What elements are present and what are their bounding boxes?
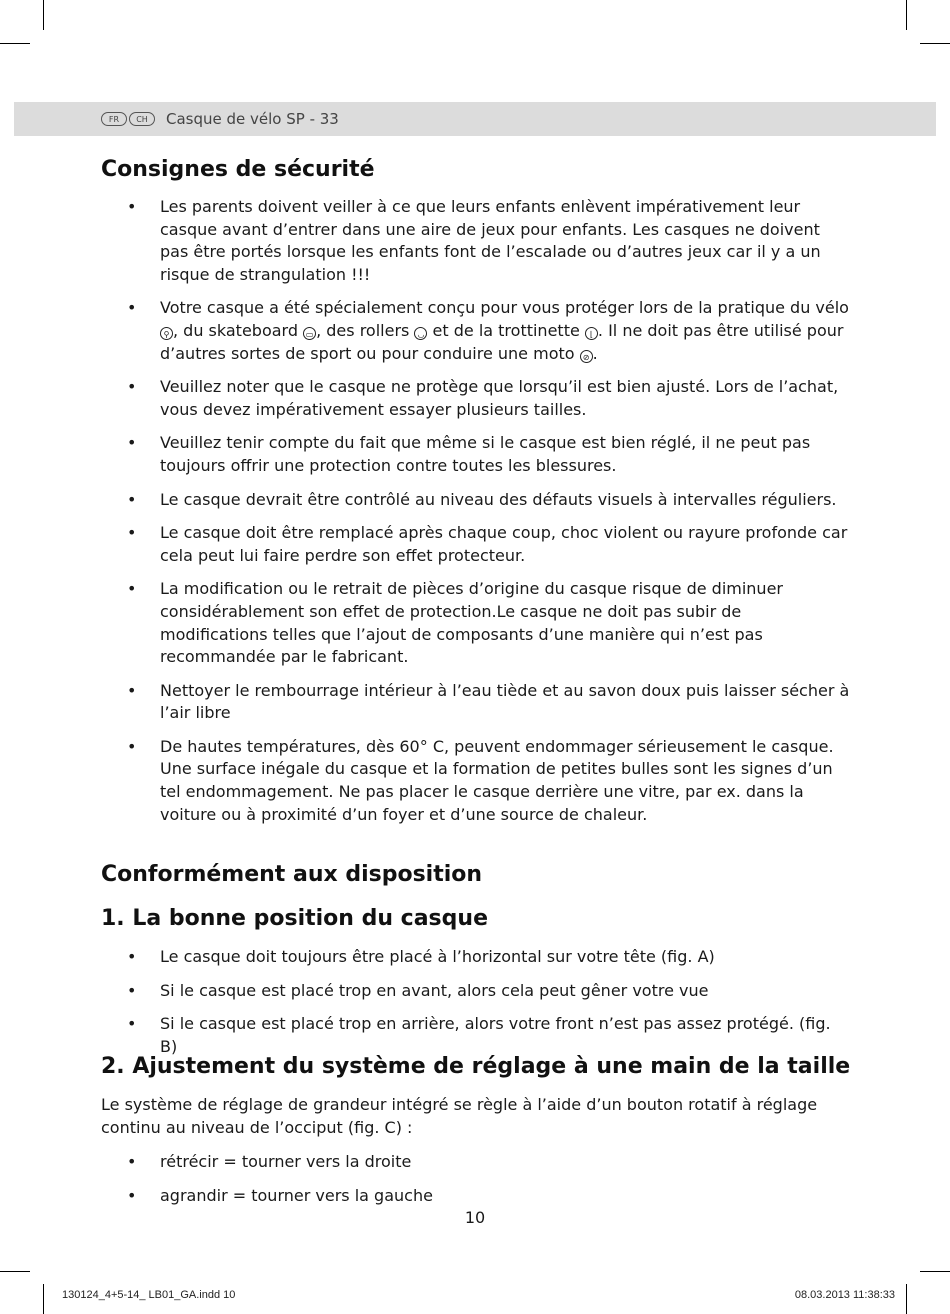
page-number: 10 [464,1208,486,1227]
list-item: • Le casque doit toujours être placé à l’horizontal sur votre tête (fig. A) [0,946,850,969]
crop-mark [0,1271,30,1272]
crop-mark [0,43,30,44]
crop-mark [920,43,950,44]
bullet: • [127,579,137,599]
bullet: • [127,947,137,966]
section-heading-position: 1. La bonne position du casque [101,906,488,931]
footer-datetime: 08.03.2013 11:38:33 [794,1289,895,1301]
crop-mark [920,1271,950,1272]
list-item: • rétrécir = tourner vers la droite [0,1151,850,1174]
crop-mark [906,1284,907,1314]
bullet: • [127,680,137,700]
bullet: • [127,197,137,216]
adjustment-intro: Le système de réglage de grandeur intégré se règle à l’aide d’un bouton rotatif à réglage continu au niveau de l’occiput (fig. C) : [101,1095,818,1137]
skateboard-icon: ▭ [303,327,316,340]
list-item: • La modification ou le retrait de pièces d’origine du casque risque de diminuer considérablement son effet de protection.Le casque ne doit pas subir de modifications telles que l’ajout de composants d’une manière qui n’est pas recommandée par le fabricant. [127,579,783,667]
language-badge-fr: FR [101,112,127,126]
list-item: • De hautes températures, dès 60° C, peuvent endommager sérieusement le casque. Une surface inégale du casque et la formation de petites bulles sont les signes d’un tel endommagement. Ne pas placer le casque derrière une vitre, par ex. dans la voiture ou à proximité d’un foyer et d’une source de chaleur. [127,736,834,824]
roller-skate-icon: ◡ [414,327,427,340]
list-item: • Les parents doivent veiller à ce que leurs enfants enlèvent impérativement leur casque avant d’entrer dans une aire de jeux pour enfants. Les casques ne doivent pas être portés lorsque les enfants font de l’escalade ou d’autres jeux car il y a un risque de strangulation !!! [127,197,821,284]
list-item: • Le casque devrait être contrôlé au niveau des défauts visuels à intervalles réguliers. [0,489,850,512]
list-item: • agrandir = tourner vers la gauche [0,1185,850,1208]
section-heading-conformity: Conformément aux disposition [101,862,483,887]
footer-file-info: 130124_4+5-14_ LB01_GA.indd 10 [62,1289,236,1301]
crop-mark [43,0,44,30]
list-item: • Veuillez noter que le casque ne protège que lorsqu’il est bien ajusté. Lors de l’achat, vous devez impérativement essayer plusieurs tailles. [127,377,839,419]
bullet: • [127,489,137,509]
list-item: • Si le casque est placé trop en arrière, alors votre front n’est pas assez protégé. (fig. B) [127,1014,831,1056]
bullet: • [127,298,137,318]
section-heading-adjustment: 2. Ajustement du système de réglage à une main de la taille [101,1054,851,1079]
bullet: • [127,1152,137,1171]
section-heading-safety: Consignes de sécurité [101,157,375,182]
bullet: • [127,1014,137,1034]
bullet: • [127,523,137,543]
list-item: • Votre casque a été spécialement conçu pour vous protéger lors de la pratique du vélo ⚲ , du skateboard ▭ , des rollers ◡ et de la trottinette ⌊ . Il ne doit pas être utilisé pour d’autres sortes de sport ou pour conduire une moto ⊘ . [127,298,849,363]
bullet: • [127,433,137,453]
bullet: • [127,377,137,397]
bullet: • [127,736,137,756]
scooter-icon: ⌊ [585,327,598,340]
position-list [0,946,850,1069]
list-item: • Si le casque est placé trop en avant, alors cela peut gêner votre vue [0,980,850,1003]
language-badge-ch: CH [129,112,155,126]
no-motorcycle-icon: ⊘ [580,350,593,363]
bicycle-icon: ⚲ [160,327,173,340]
bullet: • [127,980,137,1000]
list-item: • Nettoyer le rembourrage intérieur à l’eau tiède et au savon doux puis laisser sécher à l’air libre [127,680,850,723]
list-item: • Veuillez tenir compte du fait que même si le casque est bien réglé, il ne peut pas toujours offrir une protection contre toutes les blessures. [127,433,811,475]
crop-mark [43,1284,44,1314]
crop-mark [906,0,907,30]
list-item: • Le casque doit être remplacé après chaque coup, choc violent ou rayure profonde car cela peut lui faire perdre son effet protecteur. [127,523,848,565]
page-header-title: Casque de vélo SP - 33 [166,110,339,128]
bullet: • [127,1185,137,1205]
safety-list [0,196,850,837]
